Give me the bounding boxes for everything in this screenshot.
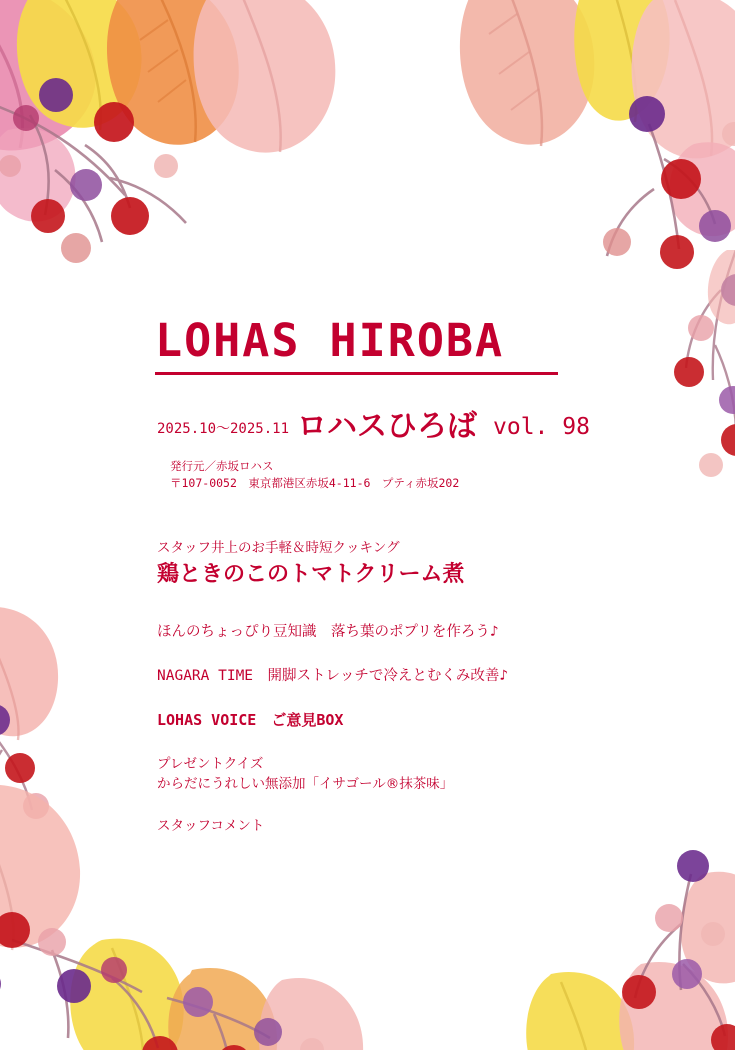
issue-info-row <box>157 409 590 444</box>
publisher-name: 発行元／赤坂ロハス <box>170 459 274 473</box>
toc-spacer <box>157 644 637 666</box>
toc-entry-present-quiz <box>157 754 637 795</box>
issue-name-japanese: ロハスひろば <box>297 409 478 444</box>
toc-cooking-kicker: スタッフ井上のお手軽＆時短クッキング <box>157 540 400 556</box>
toc-quiz-kicker: プレゼントクイズ <box>157 755 264 772</box>
issue-volume: vol. 98 <box>493 414 590 440</box>
toc-spacer <box>157 590 637 622</box>
publisher-address: 〒107-0052 東京都港区赤坂4-11-6 プティ赤坂202 <box>170 475 460 490</box>
toc-entry-staff-comment: スタッフコメント <box>157 818 265 835</box>
publisher-info <box>170 458 459 491</box>
page-title: LOHAS HIROBA <box>155 314 505 367</box>
table-of-contents <box>157 538 637 837</box>
masthead <box>155 314 575 375</box>
toc-entry-trivia: ほんのちょっぴり豆知識 落ち葉のポプリを作ろう♪ <box>157 623 499 640</box>
toc-entry-nagara-time: NAGARA TIME 開脚ストレッチで冷えとむくみ改善♪ <box>157 667 509 684</box>
toc-spacer <box>157 732 637 754</box>
toc-spacer <box>157 687 637 709</box>
toc-cooking-feature-title: 鶏ときのこのトマトクリーム煮 <box>157 562 465 588</box>
toc-quiz-detail: からだにうれしい無添加「イサゴール®抹茶味」 <box>157 776 454 793</box>
toc-entry-lohas-voice: LOHAS VOICE ご意見BOX <box>157 711 344 730</box>
masthead-divider <box>155 372 558 375</box>
issue-period: 2025.10〜2025.11 <box>157 421 290 437</box>
toc-spacer <box>157 794 637 816</box>
toc-entry-cooking <box>157 538 637 590</box>
